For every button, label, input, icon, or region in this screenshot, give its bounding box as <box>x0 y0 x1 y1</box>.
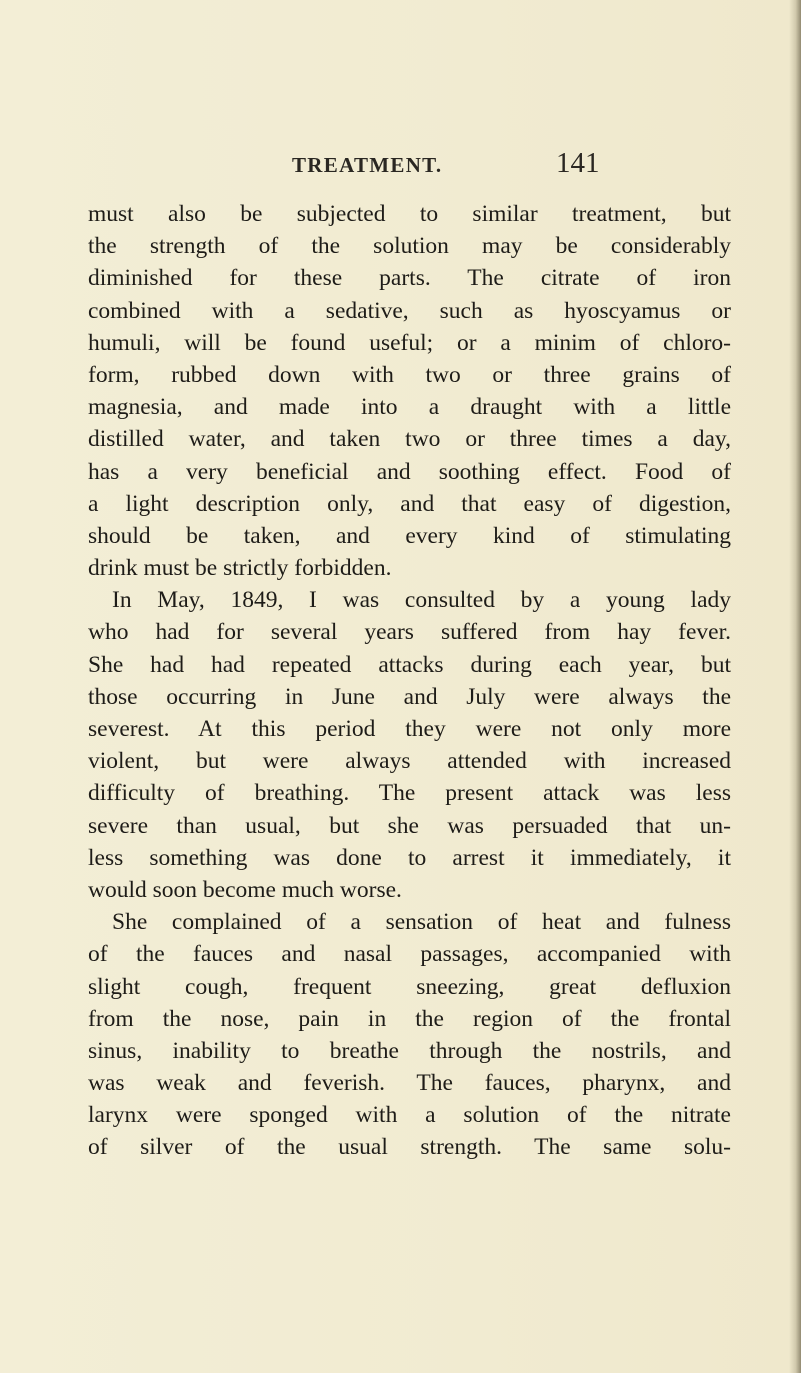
text-line: a light description only, and that easy of digestion, <box>88 490 731 517</box>
text-line: violent, but were always attended with increased <box>88 748 731 775</box>
text-line: distilled water, and taken two or three times a day, <box>88 426 731 453</box>
text-line: severest. At this period they were not only more <box>88 716 731 742</box>
text-line: form, rubbed down with two or three grains of <box>88 361 731 388</box>
paragraph-start-line: In May, 1849, I was consulted by a young lady <box>112 587 731 614</box>
text-line: larynx were sponged with a solution of the nitrate <box>88 1102 731 1129</box>
text-line: has a very beneficial and soothing effect. Food of <box>88 458 731 485</box>
text-line: combined with a sedative, such as hyoscyamus or <box>88 297 731 324</box>
text-line: should be taken, and every kind of stimulating <box>88 522 731 549</box>
text-line: less something was done to arrest it immediately, it <box>88 844 731 871</box>
text-line: difficulty of breathing. The present attack was less <box>88 780 731 807</box>
text-line: She had had repeated attacks during each year, but <box>88 651 731 678</box>
text-line: humuli, will be found useful; or a minim of chloro- <box>88 329 731 356</box>
page-edge-shadow <box>789 0 801 1373</box>
text-line: must also be subjected to similar treatment, but <box>88 201 731 227</box>
text-line: was weak and feverish. The fauces, pharynx, and <box>88 1070 731 1097</box>
paragraph-start-line: She complained of a sensation of heat and fulness <box>112 909 731 936</box>
paragraph-end-line: would soon become much worse. <box>88 876 402 903</box>
text-line: severe than usual, but she was persuaded that un- <box>88 812 731 839</box>
text-line: sinus, inability to breathe through the nostrils, and <box>88 1037 731 1064</box>
text-line: slight cough, frequent sneezing, great defluxion <box>88 973 731 1000</box>
text-line: diminished for these parts. The citrate of iron <box>88 265 731 292</box>
paragraph-end-line: drink must be strictly forbidden. <box>88 555 392 582</box>
text-line: of silver of the usual strength. The same solu- <box>88 1134 731 1161</box>
text-line: those occurring in June and July were always the <box>88 683 731 710</box>
text-line: of the fauces and nasal passages, accompanied with <box>88 941 731 968</box>
text-line: the strength of the solution may be considerably <box>88 233 731 260</box>
page-header <box>0 147 801 187</box>
running-head: TREATMENT. <box>292 153 443 177</box>
text-line: who had for several years suffered from hay fever. <box>88 619 731 646</box>
body-text <box>88 198 731 1164</box>
text-line: from the nose, pain in the region of the frontal <box>88 1005 731 1032</box>
page-number: 141 <box>556 147 600 179</box>
text-line: magnesia, and made into a draught with a little <box>88 394 731 421</box>
